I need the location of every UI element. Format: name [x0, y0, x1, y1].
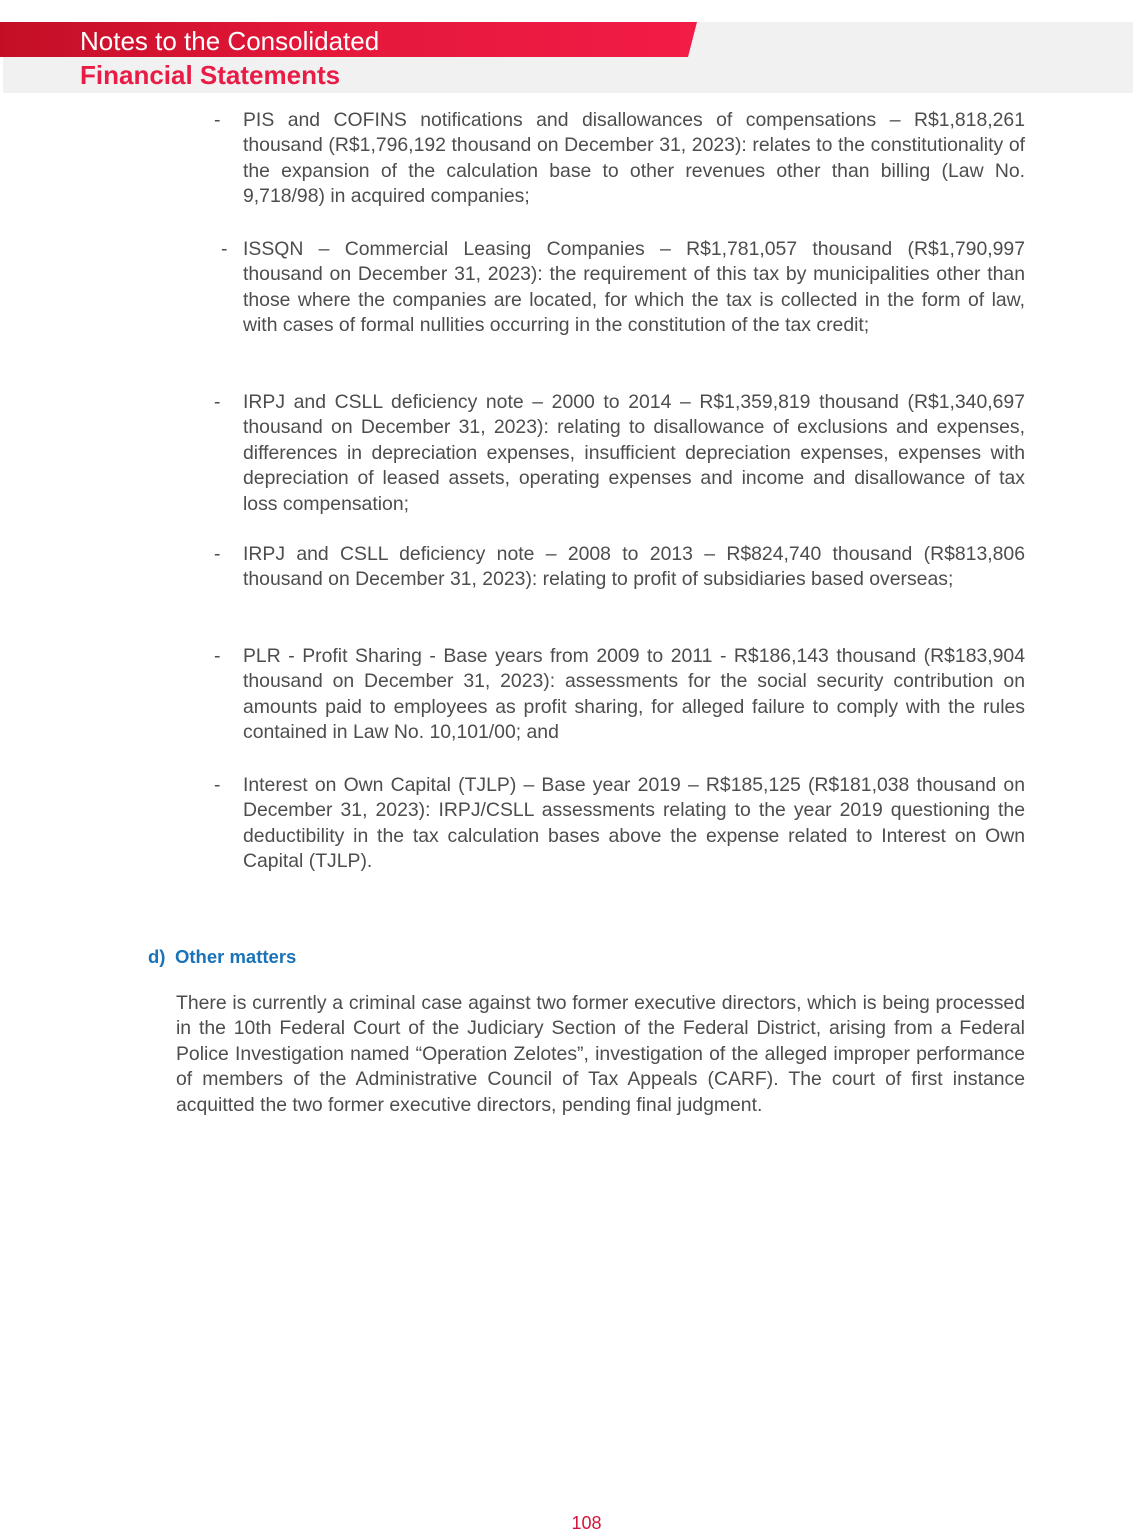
list-item-text: IRPJ and CSLL deficiency note – 2008 to 2013 – R$824,740 thousand (R$813,806 thousand on December 31, 2023): relating to profit of subsidiaries based overseas; [243, 543, 1025, 591]
bullet-dash: - [214, 109, 221, 131]
contingency-list [210, 108, 1025, 875]
list-item [210, 108, 1025, 210]
list-item-text: PIS and COFINS notifications and disallowances of compensations – R$1,818,261 thousand (R$1,796,192 thousand on December 31, 2023): relates to the constitutionality of the expansion of the calculation base to other revenues other than billing (Law No. 9,718/98) in acquired companies; [243, 109, 1025, 208]
list-item [210, 542, 1025, 618]
section-marker: d) [148, 946, 166, 967]
bullet-dash: - [214, 391, 221, 413]
bullet-dash: - [214, 774, 221, 796]
list-item [210, 390, 1025, 517]
section-title: Other matters [175, 946, 297, 967]
section-heading [148, 945, 296, 969]
list-item-text: ISSQN – Commercial Leasing Companies – R$1,781,057 thousand (R$1,790,997 thousand on December 31, 2023): the requirement of this tax by municipalities other than those where the companies are located, for which the tax is collected in the form of law, with cases of formal nullities occurring in the constitution of the tax credit; [243, 238, 1025, 337]
header-title-line-2: Financial Statements [80, 60, 341, 90]
page-number: 108 [571, 1513, 602, 1533]
list-item-text: Interest on Own Capital (TJLP) – Base year 2019 – R$185,125 (R$181,038 thousand on December 31, 2023): IRPJ/CSLL assessments relating to the year 2019 questioning the deductibility in the tax calculation bases above the expense related to Interest on Own Capital (TJLP). [243, 774, 1025, 873]
bullet-dash: - [214, 543, 221, 565]
bullet-dash: - [221, 238, 228, 260]
list-item [210, 644, 1025, 746]
section-body: There is currently a criminal case against two former executive directors, which is being processed in the 10th Federal Court of the Judiciary Section of the Federal District, arising from a Federal Police Investigation named “Operation Zelotes”, investigation of the alleged improper performance of members of the Administrative Council of Tax Appeals (CARF). The court of first instance acquitted the two former executive directors, pending final judgment. [176, 992, 1025, 1116]
list-item-text: PLR - Profit Sharing - Base years from 2009 to 2011 - R$186,143 thousand (R$183,904 thousand on December 31, 2023): assessments for the social security contribution on amounts paid to employees as profit sharing, for alleged failure to comply with the rules contained in Law No. 10,101/00; and [243, 645, 1025, 744]
list-item-text: IRPJ and CSLL deficiency note – 2000 to 2014 – R$1,359,819 thousand (R$1,340,697 thousand on December 31, 2023): relating to disallowance of exclusions and expenses, differences in depreciation expenses, insufficient depreciation expenses, expenses with depreciation of leased assets, operating expenses and income and disallowance of tax loss compensation; [243, 391, 1025, 515]
bullet-dash: - [214, 645, 221, 667]
header-title-line-1: Notes to the Consolidated [80, 26, 380, 56]
list-item [210, 237, 1025, 364]
list-item [210, 773, 1025, 875]
